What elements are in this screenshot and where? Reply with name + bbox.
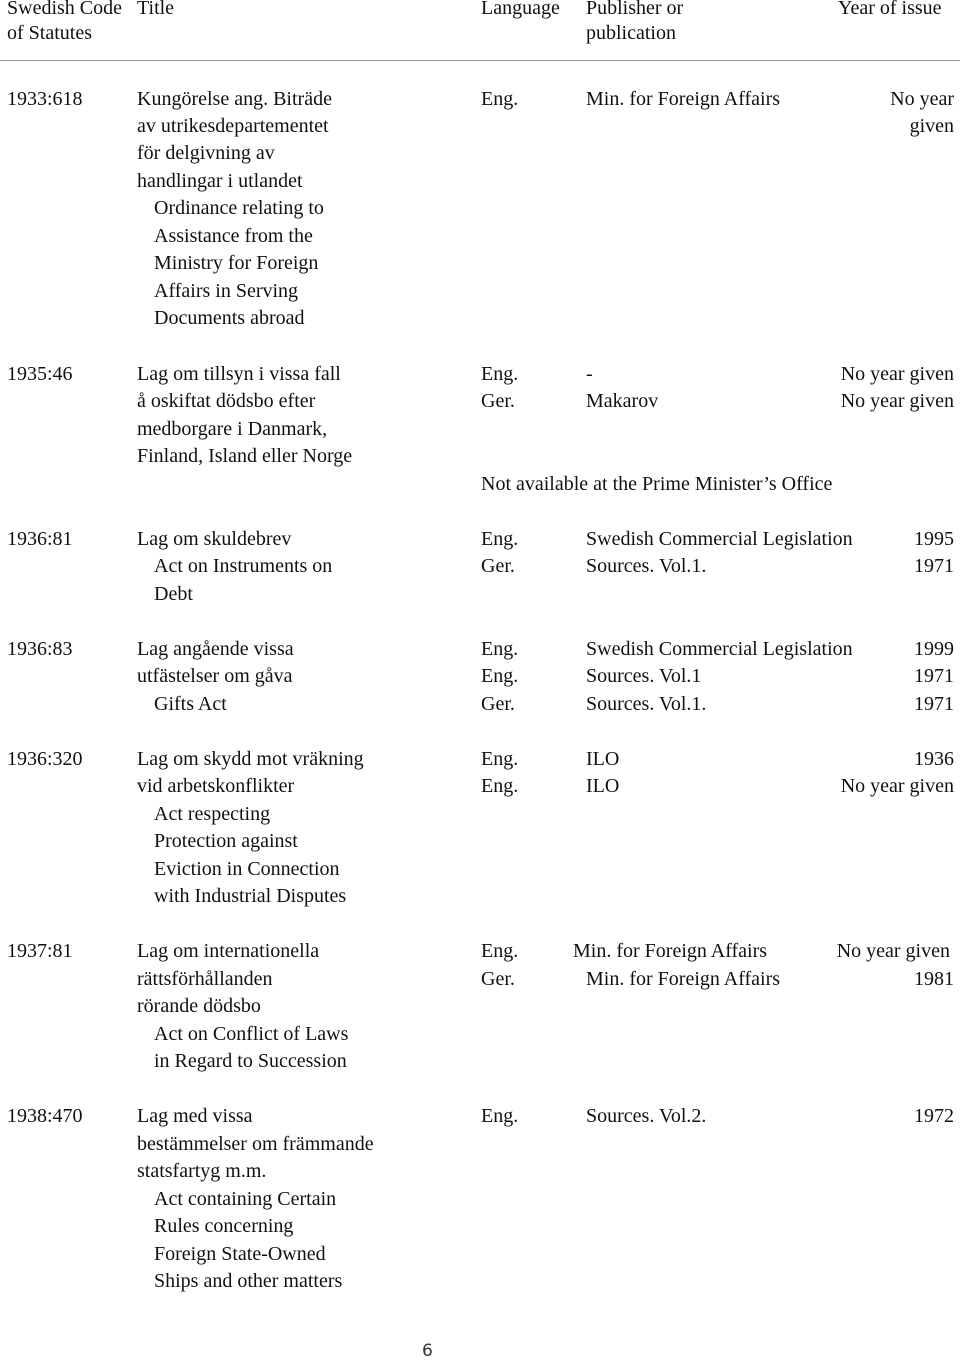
- statute-title-line: medborgare i Danmark,: [137, 418, 328, 440]
- statute-translation-line: Affairs in Serving: [154, 280, 299, 302]
- publication-language: Eng.: [481, 363, 519, 385]
- statute-translation-line: Protection against: [154, 830, 298, 852]
- statute-code: 1935:46: [7, 363, 73, 385]
- publication-language: Eng.: [481, 528, 519, 550]
- statute-translation-line: Act on Instruments on: [154, 555, 333, 577]
- publication-publisher: Makarov: [586, 390, 659, 412]
- publication-publisher: Sources. Vol.1.: [586, 693, 707, 715]
- statute-title-line: bestämmelser om främmande: [137, 1133, 374, 1155]
- statute-title-line: rättsförhållanden: [137, 968, 273, 990]
- statute-translation-line: Documents abroad: [154, 307, 305, 329]
- publication-year: 1981: [914, 968, 954, 990]
- header-language: Language: [481, 0, 560, 19]
- header-rule: [0, 60, 960, 61]
- publication-publisher: ILO: [586, 775, 620, 797]
- statute-translation-line: Eviction in Connection: [154, 858, 340, 880]
- publication-publisher: ILO: [586, 748, 620, 770]
- publication-publisher: Sources. Vol.1.: [586, 555, 707, 577]
- publication-year: 1995: [914, 528, 954, 550]
- publication-language: Ger.: [481, 555, 515, 577]
- publication-publisher: Swedish Commercial Legislation: [586, 528, 853, 550]
- publication-language: Eng.: [481, 1105, 519, 1127]
- publication-language: Ger.: [481, 390, 515, 412]
- statute-code: 1938:470: [7, 1105, 83, 1127]
- statute-translation-line: Act containing Certain: [154, 1188, 337, 1210]
- statute-translation-line: Ministry for Foreign: [154, 252, 319, 274]
- publication-year: 1936: [914, 748, 954, 770]
- publication-language: Eng.: [481, 748, 519, 770]
- statute-code: 1936:320: [7, 748, 83, 770]
- publication-year: 1971: [914, 665, 954, 687]
- statute-title-line: av utrikesdepartementet: [137, 115, 329, 137]
- publication-year: No year given: [840, 775, 954, 797]
- header-publisher-line1: Publisher or: [586, 0, 684, 19]
- statute-code: 1936:81: [7, 528, 73, 550]
- header-year: Year of issue: [838, 0, 942, 19]
- header-publisher-line2: publication: [586, 22, 676, 44]
- publication-publisher: -: [586, 363, 593, 385]
- publication-year: 1971: [914, 693, 954, 715]
- statute-code: 1933:618: [7, 88, 83, 110]
- publication-language: Eng.: [481, 775, 519, 797]
- statute-translation-line: Ordinance relating to: [154, 197, 324, 219]
- statute-translation-line: Ships and other matters: [154, 1270, 343, 1292]
- statute-title-line: handlingar i utlandet: [137, 170, 303, 192]
- statute-title-line: å oskiftat dödsbo efter: [137, 390, 316, 412]
- statute-title-line: rörande dödsbo: [137, 995, 261, 1017]
- publication-publisher: Min. for Foreign Affairs: [573, 940, 768, 962]
- publication-language: Eng.: [481, 940, 519, 962]
- publication-year-continued: given: [909, 115, 954, 137]
- statute-translation-line: Assistance from the: [154, 225, 313, 247]
- publication-year: No year given: [840, 390, 954, 412]
- statute-title-line: Lag om tillsyn i vissa fall: [137, 363, 341, 385]
- statute-title-line: statsfartyg m.m.: [137, 1160, 267, 1182]
- publication-publisher: Sources. Vol.2.: [586, 1105, 707, 1127]
- publication-language: Eng.: [481, 638, 519, 660]
- publication-year: No year given: [840, 363, 954, 385]
- publication-year: 1971: [914, 555, 954, 577]
- publication-year: No year given: [836, 940, 950, 962]
- publication-year: No year: [890, 88, 954, 110]
- page-number: 6: [422, 1341, 433, 1361]
- statute-translation-line: Rules concerning: [154, 1215, 294, 1237]
- statute-translation-line: in Regard to Succession: [154, 1050, 347, 1072]
- header-title: Title: [137, 0, 175, 19]
- publication-publisher: Min. for Foreign Affairs: [586, 968, 781, 990]
- statute-translation-line: with Industrial Disputes: [154, 885, 347, 907]
- statute-code: 1936:83: [7, 638, 73, 660]
- header-code-line2: of Statutes: [7, 22, 92, 44]
- statute-title-line: vid arbetskonflikter: [137, 775, 295, 797]
- publication-publisher: Sources. Vol.1: [586, 665, 702, 687]
- statute-translation-line: Act respecting: [154, 803, 271, 825]
- publication-language: Eng.: [481, 665, 519, 687]
- publication-language: Eng.: [481, 88, 519, 110]
- statute-title-line: utfästelser om gåva: [137, 665, 293, 687]
- statute-translation-line: Debt: [154, 583, 193, 605]
- publication-publisher: Swedish Commercial Legislation: [586, 638, 853, 660]
- statute-code: 1937:81: [7, 940, 73, 962]
- statute-title-line: Lag om skuldebrev: [137, 528, 292, 550]
- publication-language: Ger.: [481, 693, 515, 715]
- statute-title-line: Finland, Island eller Norge: [137, 445, 353, 467]
- publication-year: 1972: [914, 1105, 954, 1127]
- publication-publisher: Min. for Foreign Affairs: [586, 88, 781, 110]
- publication-year: 1999: [914, 638, 954, 660]
- publication-language: Ger.: [481, 968, 515, 990]
- statute-title-line: Lag angående vissa: [137, 638, 294, 660]
- statute-title-line: för delgivning av: [137, 142, 275, 164]
- availability-note: Not available at the Prime Minister’s Office: [481, 473, 833, 495]
- statute-title-line: Lag om internationella: [137, 940, 320, 962]
- statute-translation-line: Act on Conflict of Laws: [154, 1023, 349, 1045]
- statute-title-line: Lag med vissa: [137, 1105, 253, 1127]
- statute-title-line: Lag om skydd mot vräkning: [137, 748, 364, 770]
- statute-translation-line: Gifts Act: [154, 693, 227, 715]
- header-code-line1: Swedish Code: [7, 0, 122, 19]
- statute-translation-line: Foreign State-Owned: [154, 1243, 326, 1265]
- statute-title-line: Kungörelse ang. Biträde: [137, 88, 332, 110]
